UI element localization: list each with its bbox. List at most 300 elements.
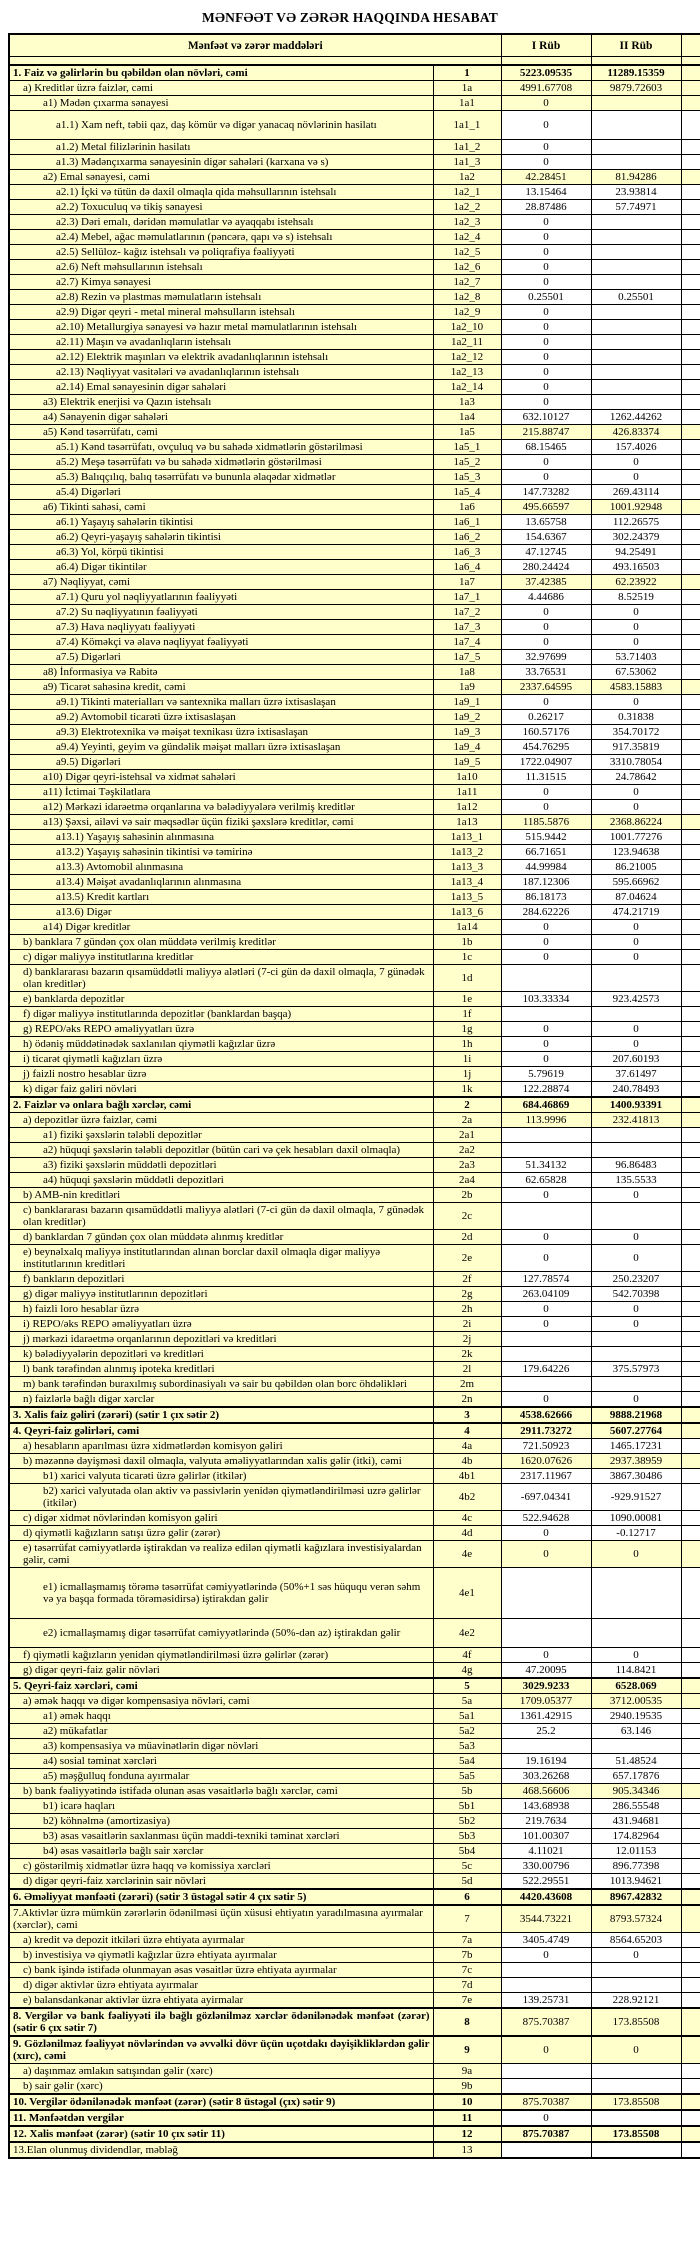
table-row [9, 620, 700, 635]
row-code: 1a13_2 [433, 845, 501, 860]
q2-value: 8564.65203 [591, 1933, 681, 1948]
q2-value: 5607.27764 [591, 1423, 681, 1439]
row-code: 1a1 [433, 96, 501, 111]
row-label: a13) Şəxsi, ailəvi və sair məqsədlər üçün fiziki şəxslərə kreditlər, cəmi [9, 815, 433, 830]
q2-value: 0 [591, 785, 681, 800]
q2-value: 1400.93391 [591, 1097, 681, 1113]
table-row [9, 1799, 700, 1814]
q1-value: 721.50923 [501, 1439, 591, 1454]
q2-value: 96.86483 [591, 1158, 681, 1173]
q1-value: 0 [501, 140, 591, 155]
q2-value: 173.85508 [591, 2094, 681, 2110]
row-label: a4) hüquqi şəxslərin müddətli depozitləri [9, 1173, 433, 1188]
row-label: d) banklardan 7 gündən çox olan müddətə alınmış kreditlər [9, 1230, 433, 1245]
row-label: a6.3) Yol, körpü tikintisi [9, 545, 433, 560]
q1-value: 42.28451 [501, 170, 591, 185]
q1-value: 113.9996 [501, 1113, 591, 1128]
row-code: 9b [433, 2079, 501, 2095]
extra-cell [681, 770, 700, 785]
row-label: a8) İnformasiya və Rabitə [9, 665, 433, 680]
row-code: 3 [433, 1407, 501, 1423]
row-code: 1a14 [433, 920, 501, 935]
row-code: 1a5_1 [433, 440, 501, 455]
header-row [9, 34, 700, 57]
table-row [9, 1905, 700, 1933]
table-row [9, 845, 700, 860]
row-code: 1a9_1 [433, 695, 501, 710]
q1-value: 522.94628 [501, 1511, 591, 1526]
table-row [9, 1874, 700, 1890]
row-code: 1a10 [433, 770, 501, 785]
q2-value: 0 [591, 2036, 681, 2064]
extra-cell [681, 1784, 700, 1799]
q1-value: 122.28874 [501, 1082, 591, 1098]
row-label: e2) icmallaşmamış digər təsərrüfat cəmiyyətlərində (50%-dən az) iştirakdan gəlir [9, 1619, 433, 1648]
row-label: a3) Elektrik enerjisi və Qazın istehsalı [9, 395, 433, 410]
q1-value: 0 [501, 1948, 591, 1963]
extra-cell [681, 755, 700, 770]
q1-value: 0 [501, 470, 591, 485]
row-code: 1a6_3 [433, 545, 501, 560]
q2-value: 9879.72603 [591, 81, 681, 96]
row-code: 2c [433, 1203, 501, 1230]
q2-value [591, 2064, 681, 2079]
table-row [9, 365, 700, 380]
row-code: 1a13_1 [433, 830, 501, 845]
q1-value: 0 [501, 1037, 591, 1052]
row-label: b2) xarici valyutada olan aktiv və passivlərin yenidən qiymətləndirilməsi uzrə gəlirlər (itkilər) [9, 1484, 433, 1511]
extra-cell [681, 1709, 700, 1724]
row-label: a7.4) Köməkçi və əlavə nəqliyyat fəaliyyəti [9, 635, 433, 650]
q2-value: 3310.78054 [591, 755, 681, 770]
extra-cell [681, 1347, 700, 1362]
row-code: 1a1_2 [433, 140, 501, 155]
extra-cell [681, 230, 700, 245]
row-code: 5a4 [433, 1754, 501, 1769]
extra-cell [681, 1933, 700, 1948]
q1-value: 179.64226 [501, 1362, 591, 1377]
q2-value: 53.71403 [591, 650, 681, 665]
table-row [9, 1302, 700, 1317]
table-row [9, 1245, 700, 1272]
table-row [9, 1859, 700, 1874]
row-label: h) faizli loro hesablar üzrə [9, 1302, 433, 1317]
q1-value: 0 [501, 320, 591, 335]
table-row [9, 1948, 700, 1963]
q2-value: 0 [591, 1230, 681, 1245]
extra-cell [681, 1754, 700, 1769]
row-code: 4e [433, 1541, 501, 1568]
row-code: 1k [433, 1082, 501, 1098]
row-code: 1a9 [433, 680, 501, 695]
extra-cell [681, 1287, 700, 1302]
q2-value [591, 380, 681, 395]
extra-cell [681, 1814, 700, 1829]
row-code: 2a [433, 1113, 501, 1128]
extra-cell [681, 380, 700, 395]
extra-cell [681, 1511, 700, 1526]
row-code: 1c [433, 950, 501, 965]
extra-cell [681, 1963, 700, 1978]
q2-value: 0 [591, 1648, 681, 1663]
extra-cell [681, 590, 700, 605]
extra-cell [681, 2079, 700, 2095]
q1-value: 0 [501, 1022, 591, 1037]
table-row [9, 890, 700, 905]
q1-value: 33.76531 [501, 665, 591, 680]
row-code: 2d [433, 1230, 501, 1245]
q2-value [591, 1007, 681, 1022]
row-label: a7.1) Quru yol nəqliyyatlarının fəaliyyəti [9, 590, 433, 605]
extra-cell [681, 935, 700, 950]
extra-cell [681, 560, 700, 575]
extra-cell [681, 1230, 700, 1245]
extra-cell [681, 605, 700, 620]
q1-value [501, 1203, 591, 1230]
table-row [9, 290, 700, 305]
row-code: 1a1_3 [433, 155, 501, 170]
row-code: 1 [433, 65, 501, 81]
row-label: a10) Digər qeyri-istehsal və xidmət sahələri [9, 770, 433, 785]
row-label: b) banklara 7 gündən çox olan müddətə verilmiş kreditlər [9, 935, 433, 950]
q2-value: 0 [591, 1188, 681, 1203]
table-row [9, 380, 700, 395]
q2-value [591, 260, 681, 275]
extra-cell [681, 1173, 700, 1188]
q1-value: 0 [501, 380, 591, 395]
table-row [9, 1230, 700, 1245]
q1-value [501, 1332, 591, 1347]
row-code: 1a7 [433, 575, 501, 590]
q2-value: -0.12717 [591, 1526, 681, 1541]
row-code: 1a13_6 [433, 905, 501, 920]
q1-value [501, 1978, 591, 1993]
q1-value: 68.15465 [501, 440, 591, 455]
extra-cell [681, 1678, 700, 1694]
extra-cell [681, 890, 700, 905]
row-label: b1) icarə haqları [9, 1799, 433, 1814]
extra-cell [681, 680, 700, 695]
q2-value: 87.04624 [591, 890, 681, 905]
row-label: 13.Elan olunmuş dividendlər, məbləğ [9, 2142, 433, 2158]
table-row [9, 770, 700, 785]
row-code: 7 [433, 1905, 501, 1933]
q2-value: 232.41813 [591, 1113, 681, 1128]
table-row [9, 665, 700, 680]
row-code: 12 [433, 2126, 501, 2142]
q2-value: 3712.00535 [591, 1694, 681, 1709]
extra-cell [681, 440, 700, 455]
q2-value [591, 2079, 681, 2095]
row-label: g) digər maliyyə institutlarının depozitləri [9, 1287, 433, 1302]
extra-cell [681, 710, 700, 725]
row-label: a) kredit və depozit itkiləri üzrə ehtiyata ayırmalar [9, 1933, 433, 1948]
q2-value: 0 [591, 800, 681, 815]
q2-value: 8.52519 [591, 590, 681, 605]
q2-value [591, 215, 681, 230]
table-row [9, 2094, 700, 2110]
row-label: f) digər maliyyə institutlarında depozitlər (banklardan başqa) [9, 1007, 433, 1022]
table-row [9, 200, 700, 215]
q2-value: 23.93814 [591, 185, 681, 200]
extra-cell [681, 1454, 700, 1469]
q1-value: 495.66597 [501, 500, 591, 515]
row-label: 5. Qeyri-faiz xərcləri, cəmi [9, 1678, 433, 1694]
row-code: 1a2_10 [433, 320, 501, 335]
table-row [9, 81, 700, 96]
row-label: a5) məşğulluq fonduna ayırmalar [9, 1769, 433, 1784]
row-label: a4) sosial təminat xərcləri [9, 1754, 433, 1769]
row-code: 1a8 [433, 665, 501, 680]
row-code: 1j [433, 1067, 501, 1082]
q1-value: 215.88747 [501, 425, 591, 440]
q2-value: 375.57973 [591, 1362, 681, 1377]
table-row [9, 245, 700, 260]
row-code: 5d [433, 1874, 501, 1890]
row-code: 2a2 [433, 1143, 501, 1158]
q1-value: 4538.62666 [501, 1407, 591, 1423]
table-row [9, 920, 700, 935]
table-row [9, 335, 700, 350]
extra-cell [681, 335, 700, 350]
q1-value: 143.68938 [501, 1799, 591, 1814]
q1-value: 47.12745 [501, 545, 591, 560]
q2-value: 474.21719 [591, 905, 681, 920]
row-code: 1a2_1 [433, 185, 501, 200]
q1-value: 2911.73272 [501, 1423, 591, 1439]
table-row [9, 1203, 700, 1230]
q1-value: 0 [501, 920, 591, 935]
row-code: 1a6_1 [433, 515, 501, 530]
extra-cell [681, 365, 700, 380]
q2-value: 0 [591, 1245, 681, 1272]
row-code: 2m [433, 1377, 501, 1392]
row-label: a2) mükafatlar [9, 1724, 433, 1739]
extra-cell [681, 395, 700, 410]
row-label: a2.1) İçki və tütün də daxil olmaqla qida məhsullarının istehsalı [9, 185, 433, 200]
table-header [9, 34, 700, 65]
row-code: 1a2 [433, 170, 501, 185]
q2-value [591, 230, 681, 245]
extra-cell [681, 830, 700, 845]
row-code: 1a1_1 [433, 111, 501, 140]
row-code: 7d [433, 1978, 501, 1993]
q2-value [591, 2142, 681, 2158]
table-row [9, 2008, 700, 2036]
row-label: a) hesabların aparılması üzrə xidmətlərdən komisyon gəliri [9, 1439, 433, 1454]
q2-value [591, 1377, 681, 1392]
row-code: 1d [433, 965, 501, 992]
extra-cell [681, 96, 700, 111]
extra-cell [681, 260, 700, 275]
q2-value: 0 [591, 935, 681, 950]
q2-value: 657.17876 [591, 1769, 681, 1784]
q1-value: 0 [501, 215, 591, 230]
row-code: 7e [433, 1993, 501, 2009]
extra-cell [681, 1143, 700, 1158]
q1-value [501, 1739, 591, 1754]
table-row [9, 155, 700, 170]
table-row [9, 215, 700, 230]
row-code: 1a2_7 [433, 275, 501, 290]
table-row [9, 935, 700, 950]
q1-value: 0 [501, 635, 591, 650]
extra-cell [681, 2094, 700, 2110]
row-label: a) depozitlər üzrə faizlər, cəmi [9, 1113, 433, 1128]
extra-cell [681, 2110, 700, 2126]
q1-value: 4.11021 [501, 1844, 591, 1859]
row-label: l) bank tərəfindən alınmış ipoteka kreditləri [9, 1362, 433, 1377]
q2-value: 6528.069 [591, 1678, 681, 1694]
row-code: 4b2 [433, 1484, 501, 1511]
row-label: c) digər maliyyə institutlarına kreditlər [9, 950, 433, 965]
row-label: a5.2) Meşə təsərrüfatı və bu sahədə xidmətlərin göstərilməsi [9, 455, 433, 470]
row-label: a2) hüquqi şəxslərin tələbli depozitlər (bütün cari və çek hesabları daxil olmaqla) [9, 1143, 433, 1158]
row-code: 1a13_3 [433, 860, 501, 875]
table-row [9, 260, 700, 275]
q2-value [591, 140, 681, 155]
extra-cell [681, 1829, 700, 1844]
header-items: Mənfəət və zərər maddələri [9, 34, 501, 57]
row-code: 1a9_2 [433, 710, 501, 725]
extra-cell [681, 1377, 700, 1392]
extra-cell [681, 290, 700, 305]
row-label: a2.7) Kimya sənayesi [9, 275, 433, 290]
extra-cell [681, 1392, 700, 1408]
row-label: 8. Vergilər və bank fəaliyyəti ilə bağlı gözlənilməz xərclər ödənilənədək mənfəət (zərər) (sətir 6 çıx sətir 7) [9, 2008, 433, 2036]
row-label: 7.Aktivlər üzrə mümkün zərərlərin ödənilməsi üçün xüsusi ehtiyatın yaradılmasına ayırmalar (xərclər), cəmi [9, 1905, 433, 1933]
row-code: 5b3 [433, 1829, 501, 1844]
q1-value [501, 1007, 591, 1022]
row-label: a4) Sənayenin digər sahələri [9, 410, 433, 425]
q2-value: 63.146 [591, 1724, 681, 1739]
extra-cell [681, 1844, 700, 1859]
row-label: a6.1) Yaşayış sahələrin tikintisi [9, 515, 433, 530]
extra-cell [681, 785, 700, 800]
row-label: a2.13) Nəqliyyat vasitələri və avadanlıqlarının istehsalı [9, 365, 433, 380]
extra-cell [681, 1097, 700, 1113]
row-label: a9.4) Yeyinti, geyim və gündəlik məişət malları üzrə ixtisaslaşan [9, 740, 433, 755]
q2-value: 431.94681 [591, 1814, 681, 1829]
q2-value: 0 [591, 920, 681, 935]
extra-cell [681, 1037, 700, 1052]
extra-cell [681, 2142, 700, 2158]
row-code: 1a2_4 [433, 230, 501, 245]
q2-value: 2940.19535 [591, 1709, 681, 1724]
q2-value [591, 965, 681, 992]
row-code: 1f [433, 1007, 501, 1022]
row-code: 1a2_3 [433, 215, 501, 230]
q2-value [591, 395, 681, 410]
row-code: 8 [433, 2008, 501, 2036]
q2-value: 269.43114 [591, 485, 681, 500]
table-row [9, 605, 700, 620]
table-row [9, 1392, 700, 1408]
q1-value: 0 [501, 2036, 591, 2064]
row-label: b4) əsas vəsaitlərlə bağlı sair xərclər [9, 1844, 433, 1859]
extra-cell [681, 140, 700, 155]
extra-cell [681, 275, 700, 290]
extra-cell [681, 200, 700, 215]
row-label: a13.6) Digər [9, 905, 433, 920]
row-code: 7a [433, 1933, 501, 1948]
q1-value: 522.29551 [501, 1874, 591, 1890]
q1-value: 3029.9233 [501, 1678, 591, 1694]
row-code: 2k [433, 1347, 501, 1362]
row-code: 5b [433, 1784, 501, 1799]
q2-value: 173.85508 [591, 2008, 681, 2036]
row-code: 1a9_4 [433, 740, 501, 755]
q2-value: 2368.86224 [591, 815, 681, 830]
row-code: 1a7_1 [433, 590, 501, 605]
q2-value: 174.82964 [591, 1829, 681, 1844]
q1-value: 103.33334 [501, 992, 591, 1007]
q2-value: 0 [591, 1948, 681, 1963]
row-label: a2.9) Digər qeyri - metal mineral məhsulların istehsalı [9, 305, 433, 320]
table-row [9, 1739, 700, 1754]
row-code: 1a2_12 [433, 350, 501, 365]
table-row [9, 710, 700, 725]
table-row [9, 2036, 700, 2064]
q1-value: 0 [501, 2110, 591, 2126]
extra-cell [681, 81, 700, 96]
row-label: b) AMB-nin kreditləri [9, 1188, 433, 1203]
row-label: a1) Mədən çıxarma sənayesi [9, 96, 433, 111]
q2-value [591, 1332, 681, 1347]
q2-value: 0 [591, 635, 681, 650]
extra-cell [681, 875, 700, 890]
extra-cell [681, 2126, 700, 2142]
row-code: 1a9_5 [433, 755, 501, 770]
row-code: 11 [433, 2110, 501, 2126]
row-label: a6) Tikinti sahəsi, cəmi [9, 500, 433, 515]
table-row [9, 1173, 700, 1188]
extra-cell [681, 1663, 700, 1679]
q1-value: 0 [501, 1648, 591, 1663]
row-code: 1a5_4 [433, 485, 501, 500]
table-row [9, 1769, 700, 1784]
table-row [9, 1332, 700, 1347]
row-label: m) bank tərəfindən buraxılmış subordinasiyalı və sair bu qəbildən olan borc öhdəlikləri [9, 1377, 433, 1392]
row-code: 2h [433, 1302, 501, 1317]
row-label: a1.2) Metal filizlərinin hasilatı [9, 140, 433, 155]
row-label: a1) fiziki şəxslərin tələbli depozitlər [9, 1128, 433, 1143]
q2-value: 0 [591, 1392, 681, 1408]
extra-cell [681, 1332, 700, 1347]
q2-value [591, 1347, 681, 1362]
table-row [9, 1317, 700, 1332]
table-row [9, 1423, 700, 1439]
q1-value: 0 [501, 455, 591, 470]
extra-cell [681, 455, 700, 470]
row-code: 1a5 [433, 425, 501, 440]
q2-value: 0 [591, 470, 681, 485]
extra-cell [681, 1407, 700, 1423]
table-row [9, 1347, 700, 1362]
q1-value: 0 [501, 1245, 591, 1272]
q2-value: 0.25501 [591, 290, 681, 305]
q2-value: 240.78493 [591, 1082, 681, 1098]
row-label: a14) Digər kreditlər [9, 920, 433, 935]
table-row [9, 2126, 700, 2142]
q1-value: 19.16194 [501, 1754, 591, 1769]
extra-cell [681, 1948, 700, 1963]
q2-value [591, 155, 681, 170]
extra-cell [681, 1978, 700, 1993]
extra-cell [681, 425, 700, 440]
row-label: 11. Mənfəətdən vergilər [9, 2110, 433, 2126]
row-code: 5b2 [433, 1814, 501, 1829]
